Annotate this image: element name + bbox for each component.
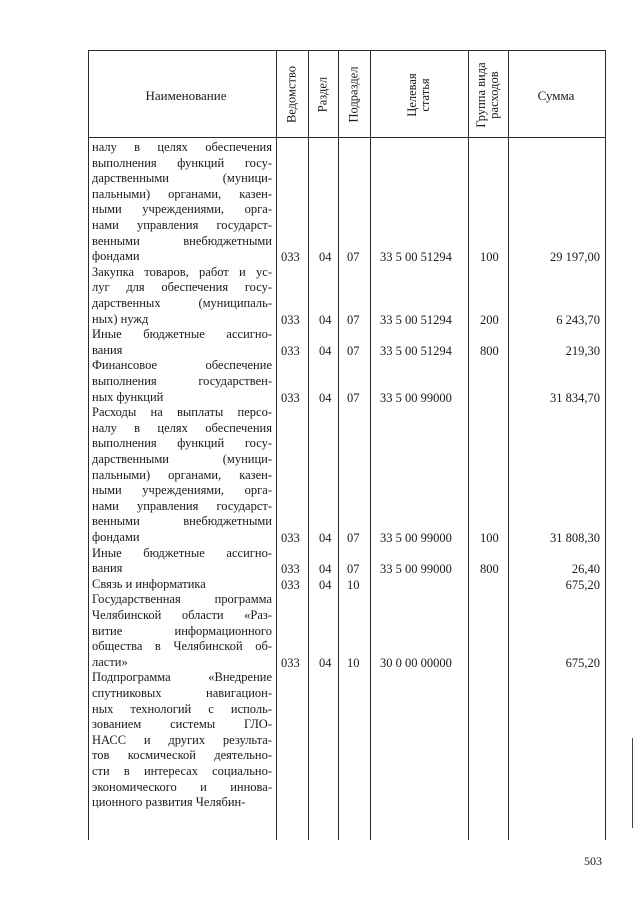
header-razdel: Раздел [315, 76, 330, 113]
col-border-podr [370, 50, 371, 840]
row-summa: 6 243,70 [556, 312, 600, 327]
row-name-line: ционного развития Челябин- [92, 795, 246, 810]
row-razdel: 04 [319, 577, 332, 592]
row-razdel: 04 [319, 562, 332, 577]
row-razdel: 04 [319, 312, 332, 327]
header-gruppa-2: расходов [487, 71, 501, 119]
row-name-line: Расходы на выплаты персо- [92, 405, 272, 420]
row-razdel: 04 [319, 343, 332, 358]
row-celevaya: 33 5 00 99000 [380, 562, 452, 577]
row-gruppa: 800 [480, 562, 499, 577]
row-name-line: венными внебюджетными [92, 233, 272, 248]
row-name-line: спутниковых навигацион- [92, 686, 272, 700]
row-summa: 31 808,30 [550, 531, 600, 545]
row-podrazdel: 07 [347, 250, 360, 265]
row-vedomstvo: 033 [281, 390, 300, 405]
row-celevaya: 33 5 00 51294 [380, 312, 452, 327]
table-top-border [88, 50, 606, 51]
row-podrazdel: 10 [347, 577, 360, 592]
row-name-line: Финансовое обеспечение [92, 358, 272, 373]
row-razdel: 04 [319, 531, 332, 545]
row-name-line: фондами [92, 249, 140, 264]
row-podrazdel: 07 [347, 343, 360, 358]
row-name-line: дарственными (муници- [92, 452, 272, 466]
row-summa: 675,20 [565, 577, 600, 592]
row-name-line: дарственных (муниципаль- [92, 296, 272, 310]
col-border-right [605, 50, 606, 840]
header-celevaya-1: Целевая [405, 73, 419, 117]
row-name-line: налу в целях обеспечения [92, 420, 272, 435]
row-name-line: фондами [92, 530, 140, 544]
row-gruppa: 800 [480, 343, 499, 358]
row-vedomstvo: 033 [281, 655, 300, 670]
row-summa: 219,30 [565, 343, 600, 358]
col-border-grp [508, 50, 509, 840]
row-name-line: витие информационного [92, 623, 272, 638]
row-name-line: тов космической деятельно- [92, 748, 272, 763]
row-name-line: вания [92, 342, 123, 357]
row-razdel: 04 [319, 250, 332, 265]
row-name-line: общества в Челябинской об- [92, 639, 272, 654]
row-name-line: зованием системы ГЛО- [92, 717, 272, 732]
row-name-line: вания [92, 561, 123, 576]
row-vedomstvo: 033 [281, 531, 300, 545]
header-vedomstvo: Ведомство [284, 65, 299, 124]
header-gruppa [475, 55, 501, 135]
row-celevaya: 30 0 00 00000 [380, 655, 452, 670]
row-name-line: ными учреждениями, орга- [92, 202, 272, 217]
row-name-line: Государственная программа [92, 592, 272, 607]
row-gruppa: 200 [480, 312, 499, 327]
row-vedomstvo: 033 [281, 343, 300, 358]
row-name-line: дарственными (муници- [92, 171, 272, 186]
row-name-line: экономического и иннова- [92, 779, 272, 794]
col-border-ved [308, 50, 309, 840]
row-name-line: венными внебюджетными [92, 514, 272, 529]
row-razdel: 04 [319, 655, 332, 670]
col-border-cel [468, 50, 469, 840]
row-celevaya: 33 5 00 99000 [380, 390, 452, 405]
row-summa: 29 197,00 [550, 250, 600, 265]
row-gruppa: 100 [480, 250, 499, 265]
row-name-line: НАСС и других результа- [92, 732, 272, 747]
row-summa: 675,20 [565, 655, 600, 670]
col-border-razd [338, 50, 339, 840]
row-name-line: сти в интересах социально- [92, 764, 272, 778]
header-summa: Сумма [537, 88, 575, 103]
page-number: 503 [584, 854, 602, 868]
row-name-line: ных) нужд [92, 311, 149, 326]
row-podrazdel: 10 [347, 655, 360, 670]
row-name-line: пальными) органами, казен- [92, 467, 272, 482]
row-name-line: нами управления государст- [92, 218, 272, 232]
row-name-line: Иные бюджетные ассигно- [92, 327, 272, 342]
row-name-line: ласти» [92, 654, 128, 669]
header-name: Наименование [145, 88, 227, 103]
row-razdel: 04 [319, 390, 332, 405]
row-name-line: Закупка товаров, работ и ус- [92, 264, 272, 279]
row-name-line: налу в целях обеспечения [92, 140, 272, 154]
header-celevaya-2: статья [418, 78, 432, 112]
row-name-line: Челябинской области «Раз- [92, 608, 272, 622]
header-podrazdel: Подраздел [346, 66, 361, 123]
row-podrazdel: 07 [347, 312, 360, 327]
row-name-line: ных технологий с исполь- [92, 701, 272, 716]
row-vedomstvo: 033 [281, 562, 300, 577]
row-podrazdel: 07 [347, 531, 360, 545]
row-name-line: ных функций [92, 389, 164, 404]
row-name-line: пальными) органами, казен- [92, 186, 272, 201]
row-name-line: Иные бюджетные ассигно- [92, 545, 272, 560]
row-vedomstvo: 033 [281, 250, 300, 265]
row-name-line: ными учреждениями, орга- [92, 483, 272, 498]
header-celevaya [406, 55, 432, 135]
row-celevaya: 33 5 00 51294 [380, 343, 452, 358]
row-summa: 26,40 [571, 562, 600, 577]
row-name-line: Связь и информатика [92, 576, 206, 591]
row-name-line: нами управления государст- [92, 498, 272, 513]
col-border-left [88, 50, 89, 840]
row-podrazdel: 07 [347, 390, 360, 405]
header-gruppa-1: Группа вида [474, 62, 488, 128]
row-vedomstvo: 033 [281, 577, 300, 592]
row-vedomstvo: 033 [281, 312, 300, 327]
row-celevaya: 33 5 00 51294 [380, 250, 452, 265]
row-name-line: выполнения функций госу- [92, 155, 272, 170]
row-name-line: выполнения функций госу- [92, 436, 272, 451]
row-celevaya: 33 5 00 99000 [380, 531, 452, 545]
row-name-line: луг для обеспечения госу- [92, 280, 272, 295]
col-border-name [276, 50, 277, 840]
row-name-line: выполнения государствен- [92, 374, 272, 388]
row-name-line: Подпрограмма «Внедрение [92, 670, 272, 685]
row-summa: 31 834,70 [550, 390, 600, 405]
scan-edge-mark [632, 738, 633, 828]
header-bottom-border [88, 137, 606, 138]
row-podrazdel: 07 [347, 562, 360, 577]
row-gruppa: 100 [480, 531, 499, 545]
